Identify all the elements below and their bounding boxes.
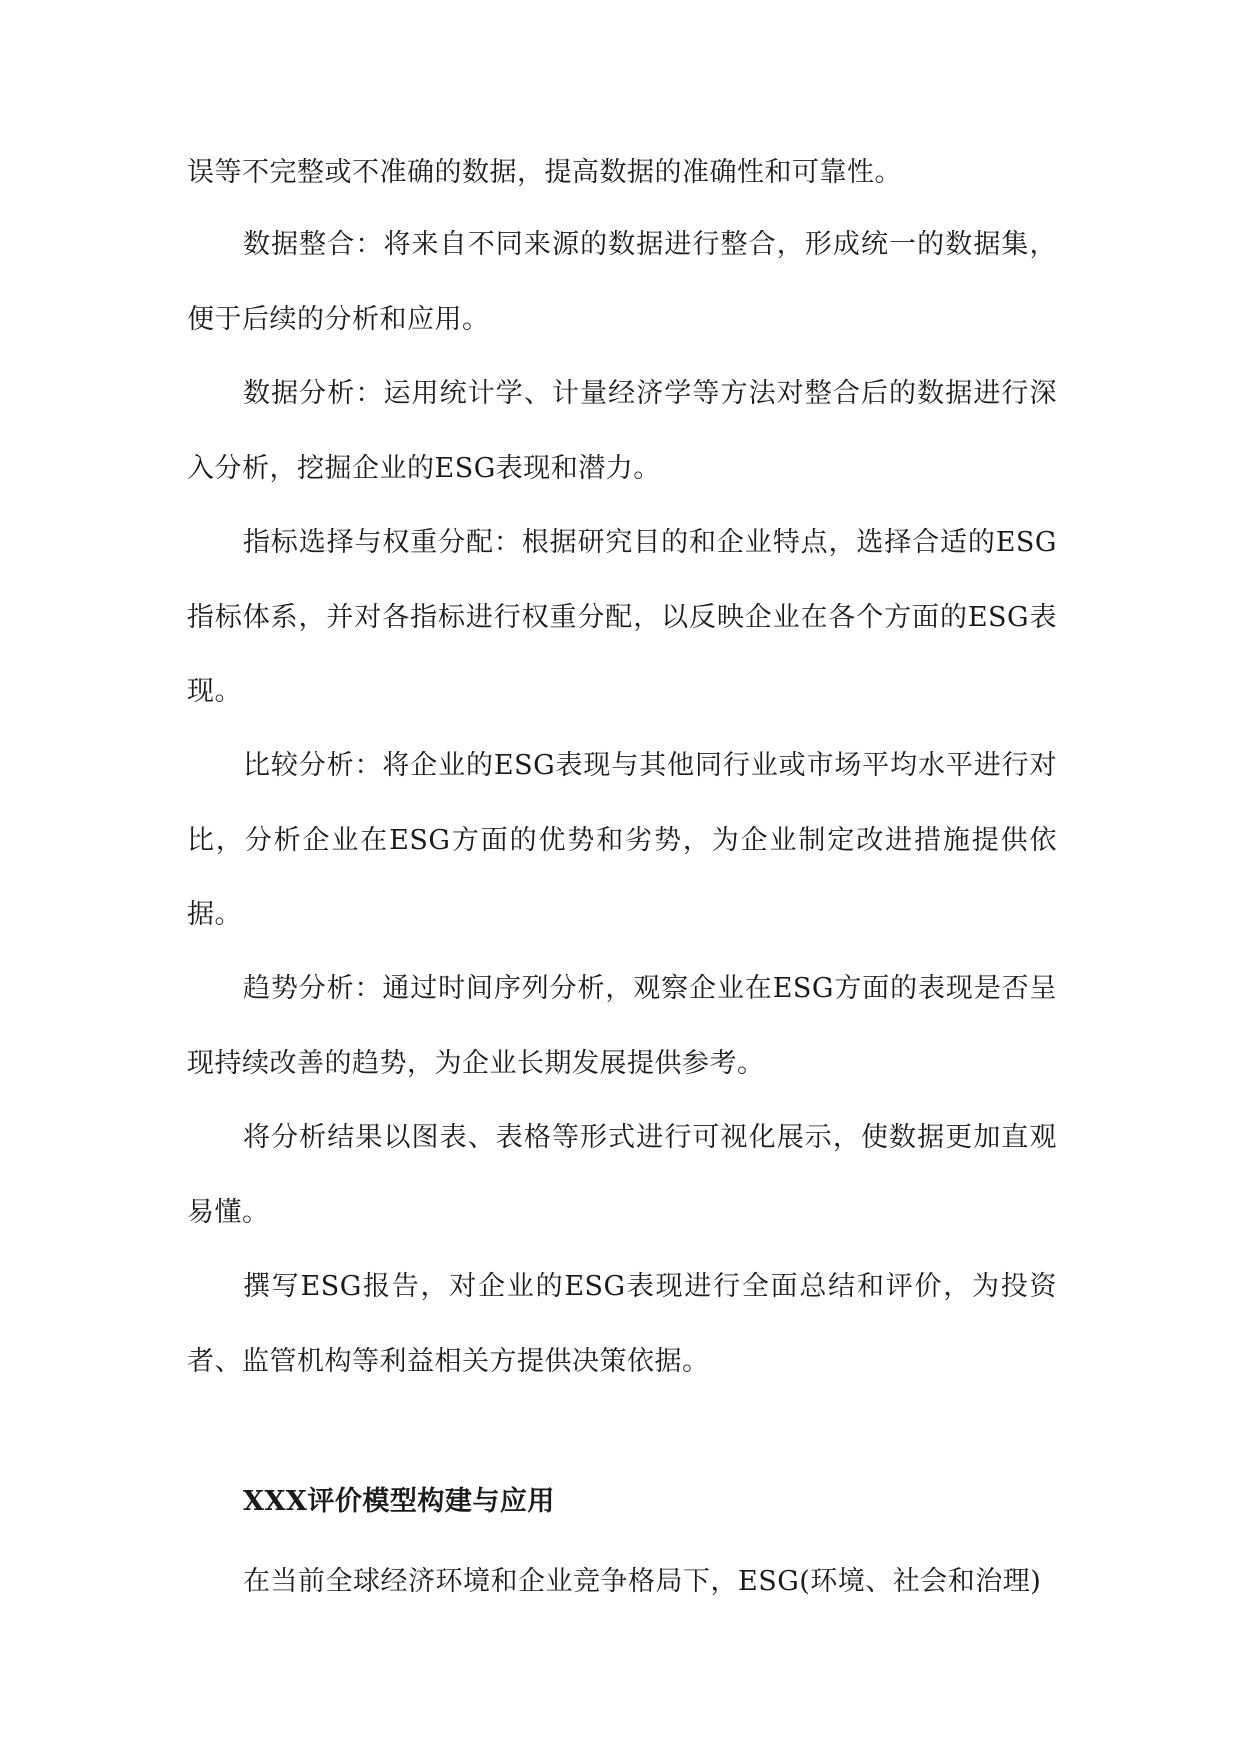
paragraph-indicator-weighting: 指标选择与权重分配：根据研究目的和企业特点，选择合适的ESG指标体系，并对各指标进行权重分配，以反映企业在各个方面的ESG表现。 [187,527,1057,707]
paragraph-data-integration: 数据整合：将来自不同来源的数据进行整合，形成统一的数据集，便于后续的分析和应用。 [187,229,1057,335]
paragraph-visualization: 将分析结果以图表、表格等形式进行可视化展示，使数据更加直观易懂。 [187,1122,1057,1228]
paragraph-esg-report: 撰写ESG报告，对企业的ESG表现进行全面总结和评价，为投资者、监管机构等利益相关方提供决策依据。 [187,1271,1057,1377]
section-heading: XXX评价模型构建与应用 [243,1486,555,1517]
paragraph-trend-analysis: 趋势分析：通过时间序列分析，观察企业在ESG方面的表现是否呈现持续改善的趋势，为企业长期发展提供参考。 [187,973,1057,1079]
paragraph-comparative-analysis: 比较分析：将企业的ESG表现与其他同行业或市场平均水平进行对比，分析企业在ESG方面的优势和劣势，为企业制定改进措施提供依据。 [187,750,1057,930]
paragraph-data-cleaning-tail: 误等不完整或不准确的数据，提高数据的准确性和可靠性。 [187,157,902,188]
paragraph-esg-context: 在当前全球经济环境和企业竞争格局下，ESG(环境、社会和治理) [243,1566,1042,1597]
paragraph-data-analysis: 数据分析：运用统计学、计量经济学等方法对整合后的数据进行深入分析，挖掘企业的ESG表现和潜力。 [187,378,1057,484]
